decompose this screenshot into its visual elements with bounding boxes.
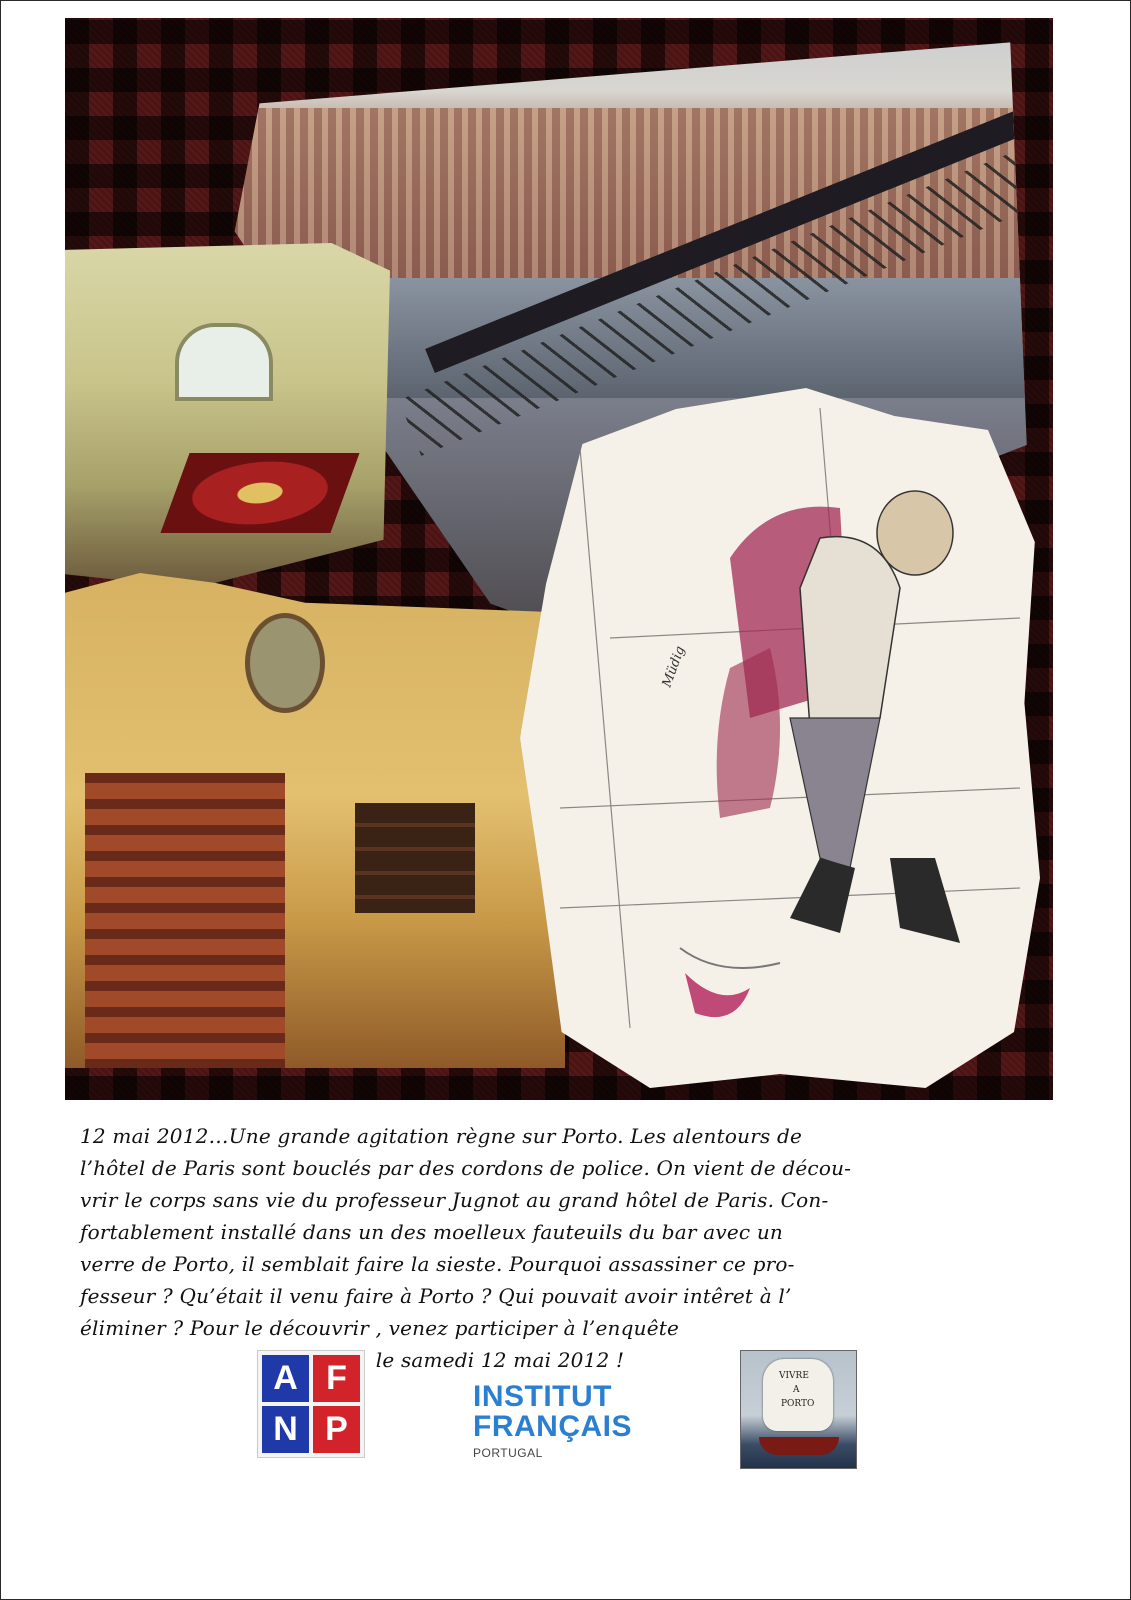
oval-mirror xyxy=(245,613,325,713)
afnp-letter: P xyxy=(313,1406,360,1453)
event-caption xyxy=(80,1120,1040,1376)
vivre-logo-text: A xyxy=(793,1385,800,1395)
vivre-logo-text: VIVRE xyxy=(779,1371,809,1381)
vivre-a-porto-logo xyxy=(740,1350,857,1469)
murder-sketch-drawing xyxy=(520,388,1040,1088)
ship-sail xyxy=(763,1359,833,1431)
staircase-photo xyxy=(65,573,565,1068)
red-carpet-stairs xyxy=(85,773,285,1068)
lobby-window xyxy=(175,323,273,401)
caption-line: verre de Porto, il semblait faire la sieste. Pourquoi assassiner ce pro- xyxy=(80,1252,795,1276)
institut-logo-country: PORTUGAL xyxy=(473,1446,543,1460)
caption-line: 12 mai 2012…Une grande agitation règne sur Porto. Les alentours de xyxy=(80,1124,803,1148)
photo-collage xyxy=(65,18,1053,1100)
chest-of-drawers xyxy=(355,803,475,913)
victim-head xyxy=(877,491,953,575)
institut-logo-line: FRANÇAIS xyxy=(473,1410,632,1443)
sketch-svg xyxy=(520,388,1040,1088)
institut-francais-logo xyxy=(473,1382,633,1472)
left-shoe xyxy=(790,858,855,933)
armchair-side xyxy=(717,648,780,818)
institut-logo-line: INSTITUT xyxy=(473,1380,612,1413)
afnp-logo xyxy=(257,1350,365,1458)
caption-date-line: le samedi 12 mai 2012 ! xyxy=(375,1348,625,1372)
afnp-letter: N xyxy=(262,1406,309,1453)
lobby-rug xyxy=(160,453,359,533)
afnp-letter: A xyxy=(262,1355,309,1402)
caption-line: éliminer ? Pour le découvrir , venez participer à l’enquête xyxy=(80,1316,679,1340)
caption-line: vrir le corps sans vie du professeur Jugnot au grand hôtel de Paris. Con- xyxy=(80,1188,829,1212)
victim-legs xyxy=(790,718,880,868)
ship-hull xyxy=(759,1437,839,1455)
spilled-wine xyxy=(685,973,750,1017)
right-shoe xyxy=(890,858,960,943)
afnp-letter: F xyxy=(313,1355,360,1402)
wine-glass xyxy=(680,948,780,968)
artist-signature: Müdig xyxy=(659,644,689,690)
caption-line: l’hôtel de Paris sont bouclés par des cordons de police. On vient de décou- xyxy=(80,1156,852,1180)
hotel-lobby-photo xyxy=(65,243,390,588)
caption-line: fesseur ? Qu’était il venu faire à Porto ? Qui pouvait avoir intêret à l’ xyxy=(80,1284,792,1308)
caption-line: fortablement installé dans un des moelleux fauteuils du bar avec un xyxy=(80,1220,783,1244)
victim-shirt xyxy=(800,537,900,728)
vivre-logo-text: PORTO xyxy=(781,1399,815,1409)
